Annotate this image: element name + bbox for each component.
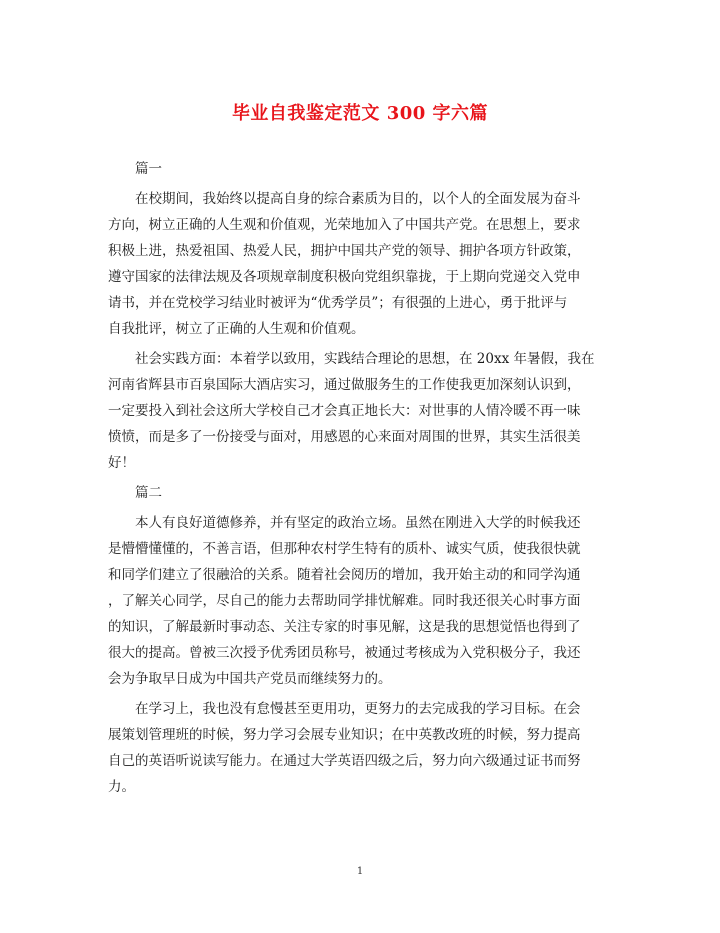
text-line: 力。	[108, 779, 135, 795]
text-line: 社会实践方面：本着学以致用，实践结合理论的思想，在 20xx 年暑假，我在	[135, 351, 595, 367]
text-line: 在学习上，我也没有怠慢甚至更用功，更努力的去完成我的学习目标。在会	[135, 701, 581, 717]
text-line: 自我批评，树立了正确的人生观和价值观。	[108, 321, 365, 337]
paragraph	[108, 186, 614, 342]
document-body	[108, 156, 614, 804]
section-label: 篇一	[135, 161, 162, 177]
paragraph	[108, 510, 614, 692]
document-title: 毕业自我鉴定范文 300 字六篇	[231, 103, 489, 124]
text-line: 很大的提高。曾被三次授予优秀团员称号，被通过考核成为入党积极分子，我还	[108, 645, 581, 661]
paragraph	[108, 696, 614, 800]
text-line: 展策划管理班的时候，努力学习会展专业知识；在中英教改班的时候，努力提高	[108, 727, 581, 743]
text-line: 请书，并在党校学习结业时被评为“优秀学员”；有很强的上进心，勇于批评与	[108, 295, 568, 311]
text-line: 好！	[108, 455, 135, 471]
text-line: 愤愤，而是多了一份接受与面对，用感恩的心来面对周围的世界，其实生活很美	[108, 429, 581, 445]
text-line: 遵守国家的法律法规及各项规章制度积极向党组织靠拢，于上期向党递交入党申	[108, 269, 581, 285]
text-line: 本人有良好道德修养，并有坚定的政治立场。虽然在刚进入大学的时候我还	[135, 515, 581, 531]
text-line: 自己的英语听说读写能力。在通过大学英语四级之后，努力向六级通过证书而努	[108, 753, 581, 769]
text-line: 是懵懵懂懂的，不善言语，但那种农村学生特有的质朴、诚实气质，使我很快就	[108, 541, 581, 557]
text-line: 会为争取早日成为中国共产党员而继续努力的。	[108, 671, 392, 687]
text-line: 方向，树立正确的人生观和价值观，光荣地加入了中国共产党。在思想上，要求	[108, 217, 581, 233]
text-line: 一定要投入到社会这所大学校自己才会真正地长大：对世事的人情冷暖不再一味	[108, 403, 581, 419]
paragraph	[108, 346, 614, 476]
section-label: 篇二	[135, 485, 162, 501]
text-line: 在校期间，我始终以提高自身的综合素质为目的，以个人的全面发展为奋斗	[135, 191, 581, 207]
text-line: 积极上进，热爱祖国、热爱人民，拥护中国共产党的领导、拥护各项方针政策，	[108, 243, 581, 259]
text-line: 的知识，了解最新时事动态、关注专家的时事见解，这是我的思想觉悟也得到了	[108, 619, 581, 635]
text-line: 河南省辉县市百泉国际大酒店实习，通过做服务生的工作使我更加深刻认识到，	[108, 377, 581, 393]
text-line: ，了解关心同学，尽自己的能力去帮助同学排忧解难。同时我还很关心时事方面	[108, 593, 581, 609]
text-line: 和同学们建立了很融洽的关系。随着社会阅历的增加，我开始主动的和同学沟通	[108, 567, 581, 583]
page-number: 1	[356, 866, 364, 877]
